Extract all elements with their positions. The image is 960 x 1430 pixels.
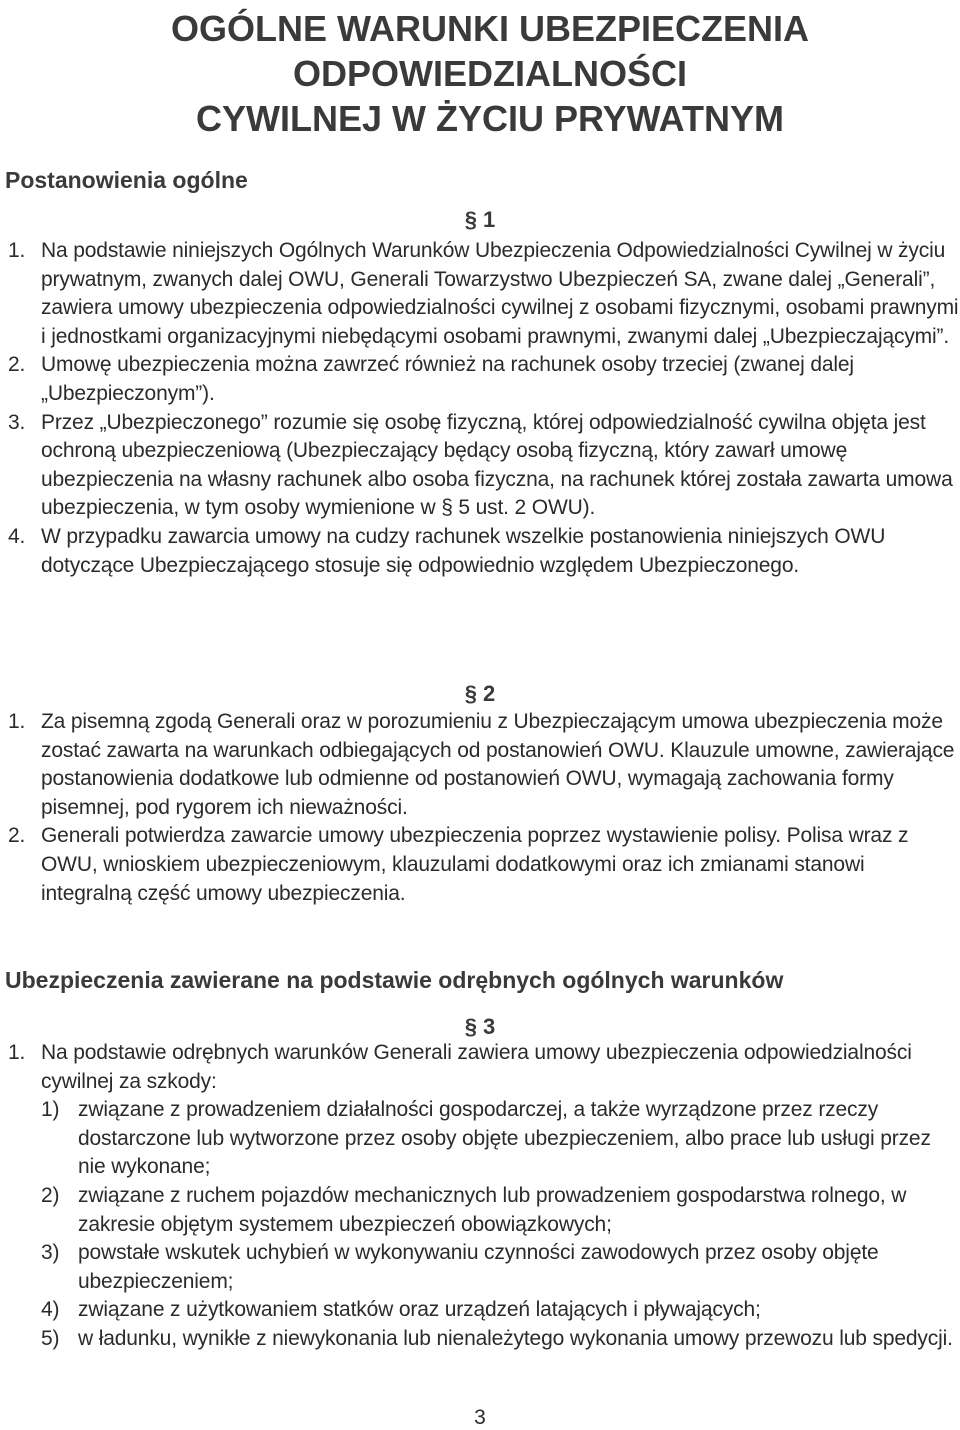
item-text: Umowę ubezpieczenia można zawrzeć również na rachunek osoby trzeciej (zwanej dalej „Ubezpieczonym”). [41, 353, 854, 405]
page-number: 3 [474, 1406, 486, 1429]
subitem-number: 1) [41, 1098, 60, 1122]
subitem-number: 5) [41, 1326, 60, 1350]
item-number: 1. [8, 239, 26, 262]
subitem-text: powstałe wskutek uchybień w wykonywaniu czynności zawodowych przez osoby objęte ubezpieczeniem; [78, 1241, 879, 1293]
section-heading-general: Postanowienia ogólne [5, 167, 248, 193]
title-line-1: OGÓLNE WARUNKI UBEZPIECZENIA [170, 8, 809, 49]
paragraph-2-list [8, 708, 960, 908]
paragraph-3-list [8, 1039, 960, 1354]
list-item [8, 822, 960, 908]
item-number: 3. [8, 410, 26, 434]
item-text: Za pisemną zgodą Generali oraz w porozumieniu z Ubezpieczającym umowa ubezpieczenia może zostać zawarta na warunkach odbiegających od postanowień OWU. Klauzule umowne, zawierające postanowienia dodatkowe lub odmienne od postanowień OWU, wymagają zachowania formy pisemnej, pod rygorem ich nieważności. [41, 710, 955, 819]
sublist [41, 1096, 960, 1353]
item-number: 4. [8, 524, 26, 548]
subitem-text: związane z prowadzeniem działalności gospodarczej, a także wyrządzone przez rzeczy dostarczone lub wytworzone przez osoby objęte ubezpieczeniem, albo prace lub usługi przez nie wykonane; [78, 1098, 931, 1179]
item-text: Na podstawie odrębnych warunków Generali zawiera umowy ubezpieczenia odpowiedzialności cywilnej za szkody: [41, 1041, 912, 1093]
document-title [160, 6, 820, 141]
subitem-text: w ładunku, wynikłe z niewykonania lub nienależytego wykonania umowy przewozu lub spedycji. [78, 1326, 953, 1350]
list-item [8, 708, 960, 822]
sublist-item [41, 1096, 960, 1182]
item-text: Generali potwierdza zawarcie umowy ubezpieczenia poprzez wystawienie polisy. Polisa wraz z OWU, wnioskiem ubezpieczeniowym, klauzulami dodatkowymi oraz ich zmianami stanowi integralną część umowy ubezpieczenia. [41, 824, 909, 905]
list-item [8, 409, 960, 523]
list-item [8, 523, 960, 580]
subitem-number: 2) [41, 1183, 60, 1207]
subitem-number: 4) [41, 1298, 60, 1322]
title-line-2: ODPOWIEDZIALNOŚCI [293, 53, 687, 94]
item-number: 1. [8, 1041, 26, 1064]
subitem-number: 3) [41, 1241, 60, 1265]
sublist-item [41, 1325, 960, 1354]
title-line-3: CYWILNEJ W ŻYCIU PRYWATNYM [196, 98, 784, 139]
paragraph-mark-1: § 1 [464, 207, 496, 232]
item-number: 2. [8, 353, 26, 377]
subitem-text: związane z ruchem pojazdów mechanicznych lub prowadzeniem gospodarstwa rolnego, w zakresie objętym systemem ubezpieczeń obowiązkowych; [78, 1183, 907, 1236]
paragraph-mark-2: § 2 [464, 681, 496, 706]
list-item [8, 1039, 960, 1354]
item-text: Na podstawie niniejszych Ogólnych Warunków Ubezpieczenia Odpowiedzialności Cywilnej w życiu prywatnym, zwanych dalej OWU, Generali Towarzystwo Ubezpieczeń SA, zwane dalej „Generali”, zawiera umowy ubezpieczenia odpowiedzialności cywilnej z osobami fizycznymi, osobami prawnymi i jednostkami organizacyjnymi niebędącymi osobami prawnymi, zwanymi dalej „Ubezpieczającymi”. [41, 239, 959, 348]
section-heading-separate: Ubezpieczenia zawierane na podstawie odrębnych ogólnych warunków [5, 967, 784, 993]
sublist-item [41, 1182, 960, 1239]
item-text: Przez „Ubezpieczonego” rozumie się osobę fizyczną, której odpowiedzialność cywilna objęta jest ochroną ubezpieczeniową (Ubezpieczający będący osobą fizyczną, który zawarł umowę ubezpieczenia na własny rachunek albo osoba fizyczna, na rachunek której została zawarta umowa ubezpieczenia, w tym osoby wymienione w § 5 ust. 2 OWU). [41, 410, 953, 520]
paragraph-1-list [8, 237, 960, 580]
sublist-item [41, 1239, 960, 1296]
item-number: 2. [8, 824, 26, 848]
item-number: 1. [8, 710, 26, 733]
list-item [8, 237, 960, 351]
subitem-text: związane z użytkowaniem statków oraz urządzeń latających i pływających; [78, 1298, 761, 1322]
item-text: W przypadku zawarcia umowy na cudzy rachunek wszelkie postanowienia niniejszych OWU dotyczące Ubezpieczającego stosuje się odpowiednio względem Ubezpieczonego. [41, 524, 886, 577]
paragraph-mark-3: § 3 [464, 1014, 496, 1039]
list-item [8, 351, 960, 408]
sublist-item [41, 1296, 960, 1325]
